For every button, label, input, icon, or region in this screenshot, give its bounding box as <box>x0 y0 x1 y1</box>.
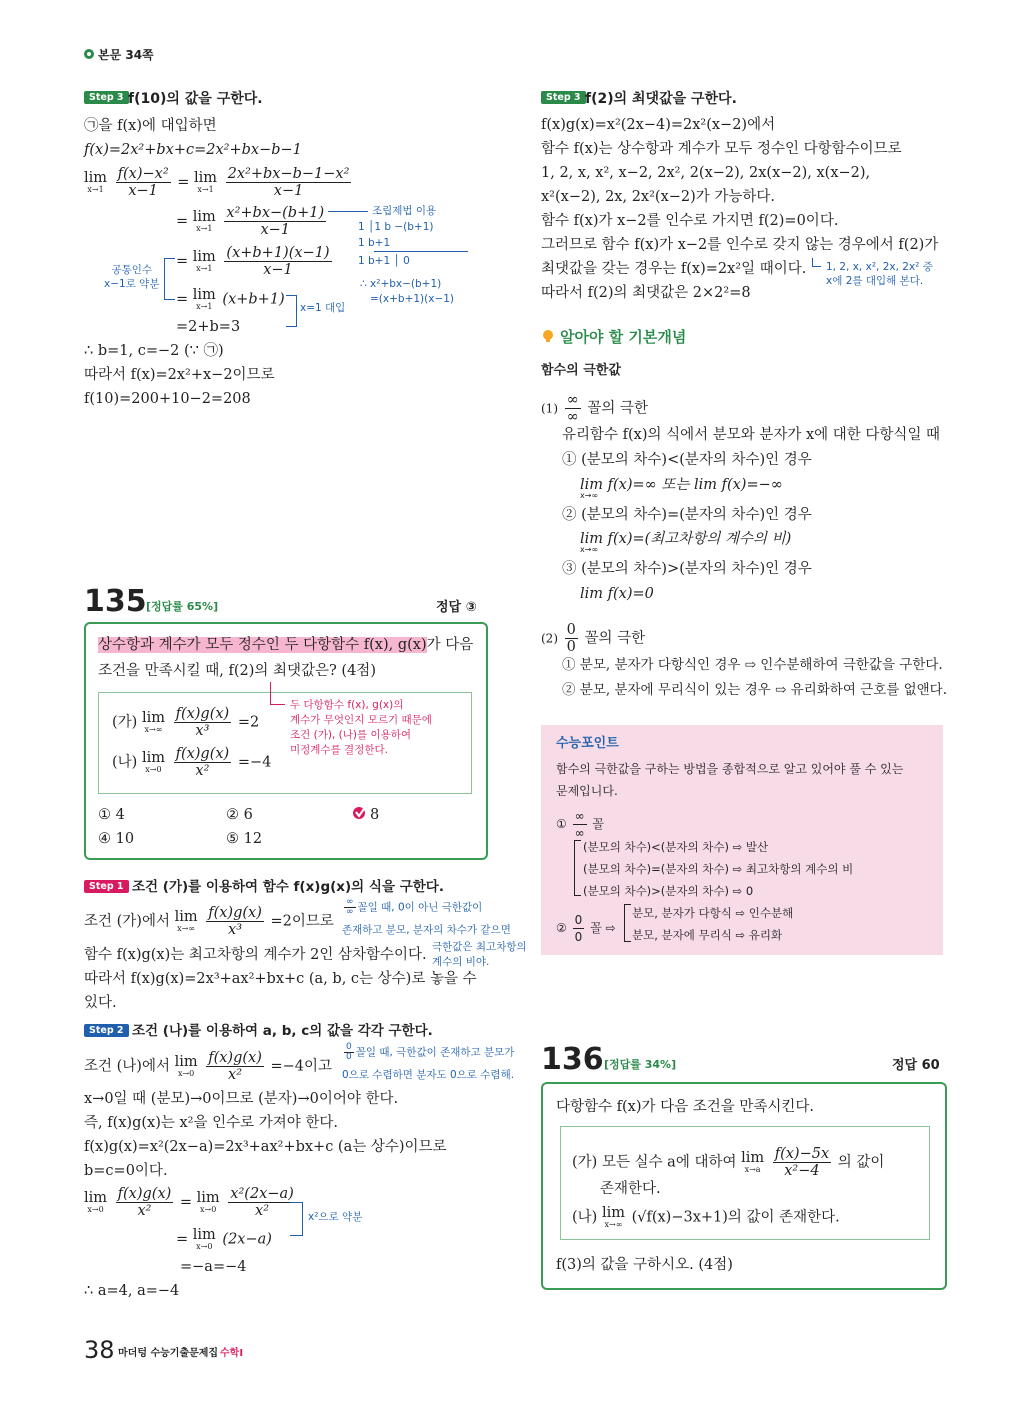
q135-s2-note1: $\frac{0}{0}$ 꼴일 때, 극한값이 존재하고 분모가 <box>346 1042 515 1062</box>
q135-step1-badge: Step 1 <box>84 880 129 893</box>
concept-d1: ① 분모, 분자가 다항식인 경우 ⇨ 인수분해하여 극한값을 구한다. <box>562 657 943 673</box>
point-brace2 <box>624 904 631 942</box>
synth-factor2: =(x+b+1)(x−1) <box>370 293 455 305</box>
right-line-5: 그러므로 함수 f(x)가 x−2를 인수로 갖지 않는 경우에서 f(2)가 <box>541 237 939 253</box>
concept-c2: ② (분모의 차수)=(분자의 차수)인 경우 <box>562 507 812 523</box>
concept-c2-sub: x→∞ <box>580 545 599 554</box>
lightbulb-icon <box>540 328 556 344</box>
left-line1: ㉠을 f(x)에 대입하면 <box>84 118 217 134</box>
header-label: 본문 34쪽 <box>98 48 154 62</box>
right-line-2: 1, 2, x, x², x−2, 2x², 2(x−2), 2x(x−2), x(x−2), <box>541 165 871 181</box>
q135-s2-concl: ∴ a=4, a=−4 <box>84 1283 180 1299</box>
q135-s2-a: 조건 (나)에서 lim x→0 $\frac{f(x)g(x)}{\text{x²}}$ =−4이고 <box>84 1050 333 1083</box>
q136-cond-a: (가) 모든 실수 a에 대하여 lim x→a $\frac{f(x)-5x}{\text{x²−4}}$ 의 값이 <box>572 1146 885 1179</box>
q135-choice-5[interactable]: ⑤ 12 <box>226 831 263 847</box>
footer-book: 마더텅 수능기출문제집 <box>118 1348 219 1359</box>
point-item2b: 분모, 분자에 무리식 ⇨ 유리화 <box>632 928 783 942</box>
q136-cond-a-cont: 존재한다. <box>600 1181 661 1197</box>
q135-s1-note2: 존재하고 분모, 분자의 차수가 같으면 <box>342 924 511 936</box>
q135-s2-e: b=c=0이다. <box>84 1163 168 1179</box>
q135-s2-note2: 0으로 수렴하면 분자도 0으로 수렴해. <box>342 1069 515 1081</box>
left-concl1: ∴ b=1, c=−2 (∵ ㉠) <box>84 343 224 359</box>
right-line-3: x²(x−2), 2x, 2x²(x−2)가 가능하다. <box>541 189 776 205</box>
concept-c2-eq: lim f(x)=(최고차항의 계수의 비) <box>580 531 792 547</box>
point-desc2: 문제입니다. <box>556 784 618 798</box>
bracket-sub <box>286 295 297 327</box>
lim-row5: =2+b=3 <box>176 319 241 335</box>
q135-note: 두 다항함수 f(x), g(x)의 계수가 무엇인지 모르기 때문에 조건 (가), (나)를 이용하여 미정계수를 결정한다. <box>290 699 432 756</box>
point-item2a: 분모, 분자가 다항식 ⇨ 인수분해 <box>632 906 794 920</box>
q135-s2-d: f(x)g(x)=x²(2x−a)=2x³+ax²+bx+c (a는 상수)이므로 <box>84 1139 447 1155</box>
q135-s1-note3: 극한값은 최고차항의 <box>432 941 527 953</box>
q135-s1-c: 따라서 f(x)g(x)=2x³+ax²+bx+c (a, b, c는 상수)로 놓을 수 <box>84 971 477 987</box>
point-title: 수능포인트 <box>556 736 619 751</box>
point-item1: ① $\frac{\infty}{\infty}$ 꼴 <box>556 809 605 840</box>
concept-c1-sub: x→∞ <box>580 491 599 500</box>
lim-row3: = lim x→1 $\frac{(x+b+1)(x-1)}{x-1}$ <box>176 245 330 278</box>
synth-row3: 1 b+1 │ 0 <box>358 255 410 267</box>
note-synthetic-division: 조립제법 이용 <box>372 205 437 217</box>
q135-s2-lim1: lim x→0 $\frac{f(x)g(x)}{\text{x²}}$ = lim x→0 $\frac{\text{x²(2x−a)}}{\text{x²}}$ <box>84 1186 294 1219</box>
q135-s2-note-x2: x²으로 약분 <box>308 1211 363 1223</box>
synth-line <box>374 251 468 252</box>
right-line-6: 최댓값을 갖는 경우는 f(x)=2x²일 때이다. <box>541 261 807 277</box>
q135-choice-2[interactable]: ② 6 <box>226 807 253 823</box>
check-mark-icon <box>352 804 368 820</box>
concept-title: 알아야 할 기본개념 <box>560 328 687 346</box>
q135-s1-a: 조건 (가)에서 lim x→∞ $\frac{f(x)g(x)}{\text{x³}}$ =2이므로 <box>84 905 334 938</box>
synth-row2: 1 b+1 <box>358 237 391 249</box>
point-item1b: (분모의 차수)=(분자의 차수) ⇨ 최고차항의 계수의 비 <box>583 862 854 876</box>
point-item1a: (분모의 차수)<(분자의 차수) ⇨ 발산 <box>583 840 769 854</box>
q135-choice-1[interactable]: ① 4 <box>98 807 125 823</box>
note-common-factor: 공통인수 x−1로 약분 <box>104 264 160 290</box>
q135-s2-c: 즉, f(x)g(x)는 x²을 인수로 가져야 한다. <box>84 1115 338 1131</box>
right-line-0: f(x)g(x)=x²(2x−4)=2x²(x−2)에서 <box>541 117 776 133</box>
step3-badge-right: Step 3 <box>541 91 586 104</box>
q135-rate: [정답률 65%] <box>146 600 219 613</box>
q136-number: 136 <box>541 1042 604 1077</box>
footer-page: 38 <box>84 1336 115 1364</box>
point-brace1 <box>574 840 581 896</box>
bracket-common <box>164 258 175 300</box>
concept-p1-intro: 유리함수 f(x)의 식에서 분모와 분자가 x에 대한 다항식일 때 <box>562 427 941 443</box>
header-marker <box>84 49 94 59</box>
right-line-7: 따라서 f(2)의 최댓값은 2×2²=8 <box>541 285 751 301</box>
right-line-1: 함수 f(x)는 상수항과 계수가 모두 정수인 다항함수이므로 <box>541 141 902 157</box>
lim-row4: = lim x→1 (x+b+1) <box>176 287 285 311</box>
footer-subject: 수학Ⅰ <box>220 1348 244 1359</box>
q135-stem1: 상수항과 계수가 모두 정수인 두 다항함수 f(x), g(x)가 다음 <box>98 637 474 653</box>
q135-cond-b: (나) lim x→0 $\frac{f(x)g(x)}{\text{x²}}$ =−4 <box>112 746 272 779</box>
q135-s2-lim2: = lim x→0 (2x−a) <box>176 1227 272 1251</box>
right-note-arrow <box>812 258 821 267</box>
q135-note-arrow <box>270 682 285 705</box>
note-substitute: x=1 대입 <box>300 302 346 314</box>
step3-title-right: f(2)의 최댓값을 구한다. <box>585 91 737 107</box>
point-desc1: 함수의 극한값을 구하는 방법을 종합적으로 알고 있어야 풀 수 있는 <box>556 762 904 776</box>
lim-row2: = lim x→1 $\frac{\text{x²+bx−(b+1)}}{x-1}$ <box>176 205 325 238</box>
concept-p2: (2) $\frac{0}{0}$ 꼴의 극한 <box>541 622 646 655</box>
concept-c1: ① (분모의 차수)<(분자의 차수)인 경우 <box>562 452 812 468</box>
q136-answer: 정답 60 <box>892 1058 940 1073</box>
bracket-x2 <box>290 1202 303 1236</box>
q135-step2-title: 조건 (나)를 이용하여 a, b, c의 값을 각각 구한다. <box>132 1023 433 1039</box>
q135-cond-a: (가) lim x→∞ $\frac{f(x)g(x)}{\text{x³}}$ =2 <box>112 706 260 739</box>
concept-subtitle: 함수의 극한값 <box>541 363 621 378</box>
q135-s1-d: 있다. <box>84 995 117 1011</box>
arrow-synth <box>328 211 368 212</box>
left-line2: f(x)=2x²+bx+c=2x²+bx−b−1 <box>84 142 302 158</box>
q135-s2-eq3: =−a=−4 <box>180 1259 247 1275</box>
synth-row1: 1 │1 b −(b+1) <box>358 221 434 233</box>
q136-stem: 다항함수 f(x)가 다음 조건을 만족시킨다. <box>556 1099 815 1115</box>
concept-c3-eq: lim f(x)=0 <box>580 586 654 602</box>
q135-number: 135 <box>84 584 147 619</box>
q136-cond-b: (나) lim x→∞ (√f(x)−3x+1)의 값이 존재한다. <box>572 1205 840 1229</box>
left-concl2: 따라서 f(x)=2x²+x−2이므로 <box>84 367 275 383</box>
concept-c1-eq: lim f(x)=∞ 또는 lim f(x)=−∞ <box>580 477 783 493</box>
q135-stem2: 조건을 만족시킬 때, f(2)의 최댓값은? (4점) <box>98 663 376 679</box>
concept-c3: ③ (분모의 차수)>(분자의 차수)인 경우 <box>562 561 812 577</box>
step3-badge-left: Step 3 <box>84 91 129 104</box>
q135-s1-note4: 계수의 비야. <box>432 956 490 968</box>
lim-row1: lim x→1 $\frac{\text{f(x)−x²}}{x-1}$ = lim x→1 $\frac{\text{2x²+bx−b−1−x²}}{x-1}$ <box>84 166 350 199</box>
left-concl3: f(10)=200+10−2=208 <box>84 391 251 407</box>
q135-s2-b: x→0일 때 (분모)→0이므로 (분자)→0이어야 한다. <box>84 1091 399 1107</box>
point-item2: ② $\frac{0}{0}$ 꼴 ⇨ <box>556 913 616 944</box>
right-line-4: 함수 f(x)가 x−2를 인수로 가지면 f(2)=0이다. <box>541 213 839 229</box>
q135-step1-title: 조건 (가)를 이용하여 함수 f(x)g(x)의 식을 구한다. <box>132 879 444 895</box>
q135-step2-badge: Step 2 <box>84 1024 129 1037</box>
right-note: 1, 2, x, x², 2x, 2x² 중 x에 2를 대입해 본다. <box>826 261 933 287</box>
concept-p1: (1) $\frac{\infty}{\infty}$ 꼴의 극한 <box>541 392 648 425</box>
q135-answer: 정답 ③ <box>436 600 477 615</box>
step3-title-left: f(10)의 값을 구한다. <box>128 91 263 107</box>
q135-choice-4[interactable]: ④ 10 <box>98 831 135 847</box>
q135-s1-note1: $\frac{\infty}{\infty}$ 꼴일 때, 0이 아닌 극한값이 <box>346 897 483 917</box>
q136-rate: [정답률 34%] <box>604 1058 677 1071</box>
concept-d2: ② 분모, 분자에 무리식이 있는 경우 ⇨ 유리화하여 근호를 없앤다. <box>562 682 947 698</box>
point-item1c: (분모의 차수)>(분자의 차수) ⇨ 0 <box>583 884 754 898</box>
q135-s1-b: 함수 f(x)g(x)는 최고차항의 계수가 2인 삼차함수이다. <box>84 947 427 963</box>
q135-choice-3[interactable]: 8 <box>370 807 380 823</box>
q136-question: f(3)의 값을 구하시오. (4점) <box>556 1257 733 1273</box>
synth-factor1: ∴ x²+bx−(b+1) <box>360 278 442 290</box>
